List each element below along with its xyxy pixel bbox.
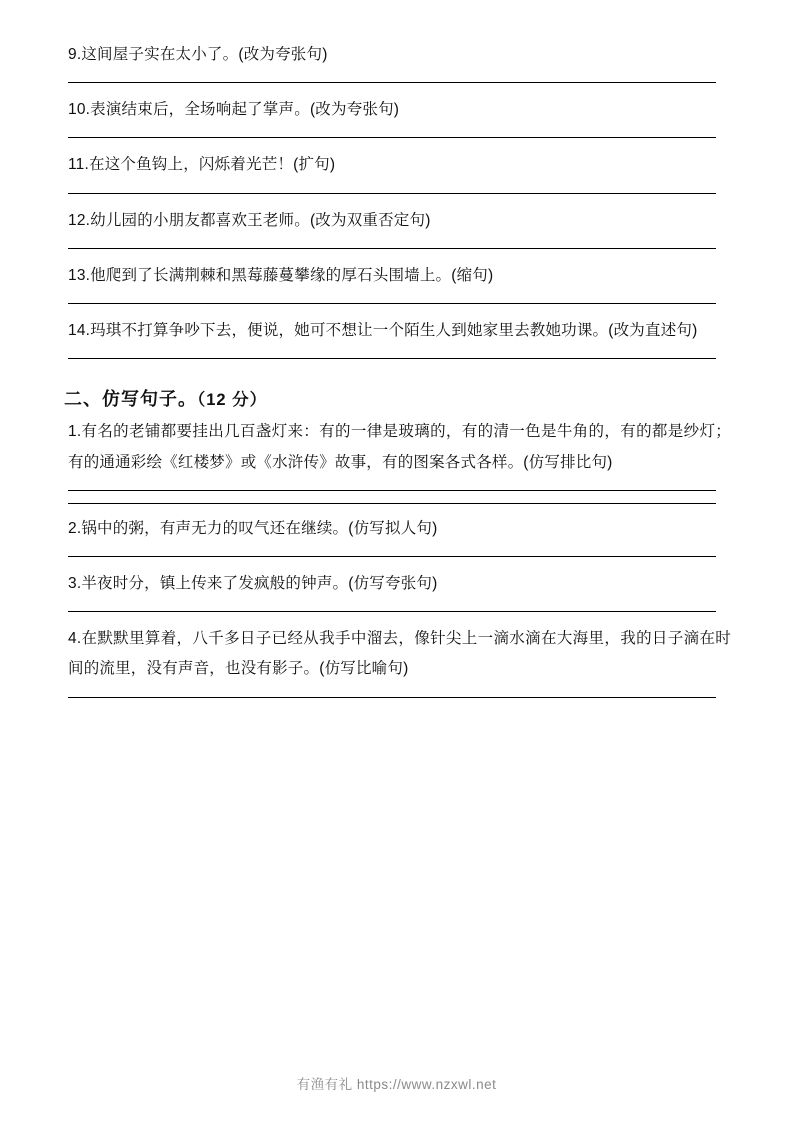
- section2-question-text-2: 2.锅中的粥，有声无力的叹气还在继续。(仿写拟人句): [68, 519, 438, 537]
- section2-question-text-4: 4.在默默里算着，八千多日子已经从我手中溜去，像针尖上一滴水滴在大海里，我的日子滴在时间的流里，没有声音，也没有影子。(仿写比喻句): [68, 630, 731, 678]
- question-text-9: 9.这间屋子实在太小了。(改为夸张句): [68, 46, 328, 63]
- question-block-13: [62, 261, 731, 304]
- section2-question-block-4: [62, 624, 731, 697]
- question-block-14: [62, 316, 731, 359]
- section-heading-2-points: （12 分）: [197, 391, 268, 410]
- section-heading-2-title: 二、仿写句子。: [64, 389, 197, 410]
- answer-line-10[interactable]: [68, 137, 716, 138]
- section2-answer-line-2[interactable]: [68, 556, 716, 557]
- answer-line-11[interactable]: [68, 193, 716, 194]
- section2-question-text-1: 1.有名的老铺都要挂出几百盏灯来：有的一律是玻璃的，有的清一色是牛角的，有的都是纱灯；有的通通彩绘《红楼梦》或《水浒传》故事，有的图案各式各样。(仿写排比句): [68, 423, 731, 471]
- section2-answer-line-1b[interactable]: [68, 503, 716, 504]
- question-text-11: 11.在这个鱼钩上，闪烁着光芒！(扩句): [68, 156, 336, 174]
- question-text-14: 14.玛琪不打算争吵下去，便说，她可不想让一个陌生人到她家里去教她功课。(改为直述句): [68, 322, 698, 340]
- answer-line-12[interactable]: [68, 248, 716, 249]
- question-text-12: 12.幼儿园的小朋友都喜欢王老师。(改为双重否定句): [68, 211, 431, 229]
- section2-question-block-1: [62, 417, 731, 503]
- section2-answer-line-4[interactable]: [68, 697, 716, 698]
- answer-line-13[interactable]: [68, 303, 716, 304]
- section2-question-block-3: [62, 569, 731, 612]
- question-block-10: [62, 95, 731, 138]
- question-block-11: [62, 150, 731, 193]
- question-block-9: [62, 40, 731, 83]
- section2-question-text-3: 3.半夜时分，镇上传来了发疯般的钟声。(仿写夸张句): [68, 574, 438, 592]
- question-text-10: 10.表演结束后，全场响起了掌声。(改为夸张句): [68, 101, 400, 119]
- section-heading-2: [62, 385, 731, 411]
- question-text-13: 13.他爬到了长满荆棘和黑莓藤蔓攀缘的厚石头围墙上。(缩句): [68, 266, 494, 284]
- answer-line-14[interactable]: [68, 358, 716, 359]
- question-block-12: [62, 206, 731, 249]
- footer-watermark: 有渔有礼 https://www.nzxwl.net: [296, 1077, 497, 1092]
- section2-answer-line-1a[interactable]: [68, 490, 716, 491]
- answer-line-9[interactable]: [68, 82, 716, 83]
- section2-answer-line-3[interactable]: [68, 611, 716, 612]
- section2-question-block-2: [62, 514, 731, 557]
